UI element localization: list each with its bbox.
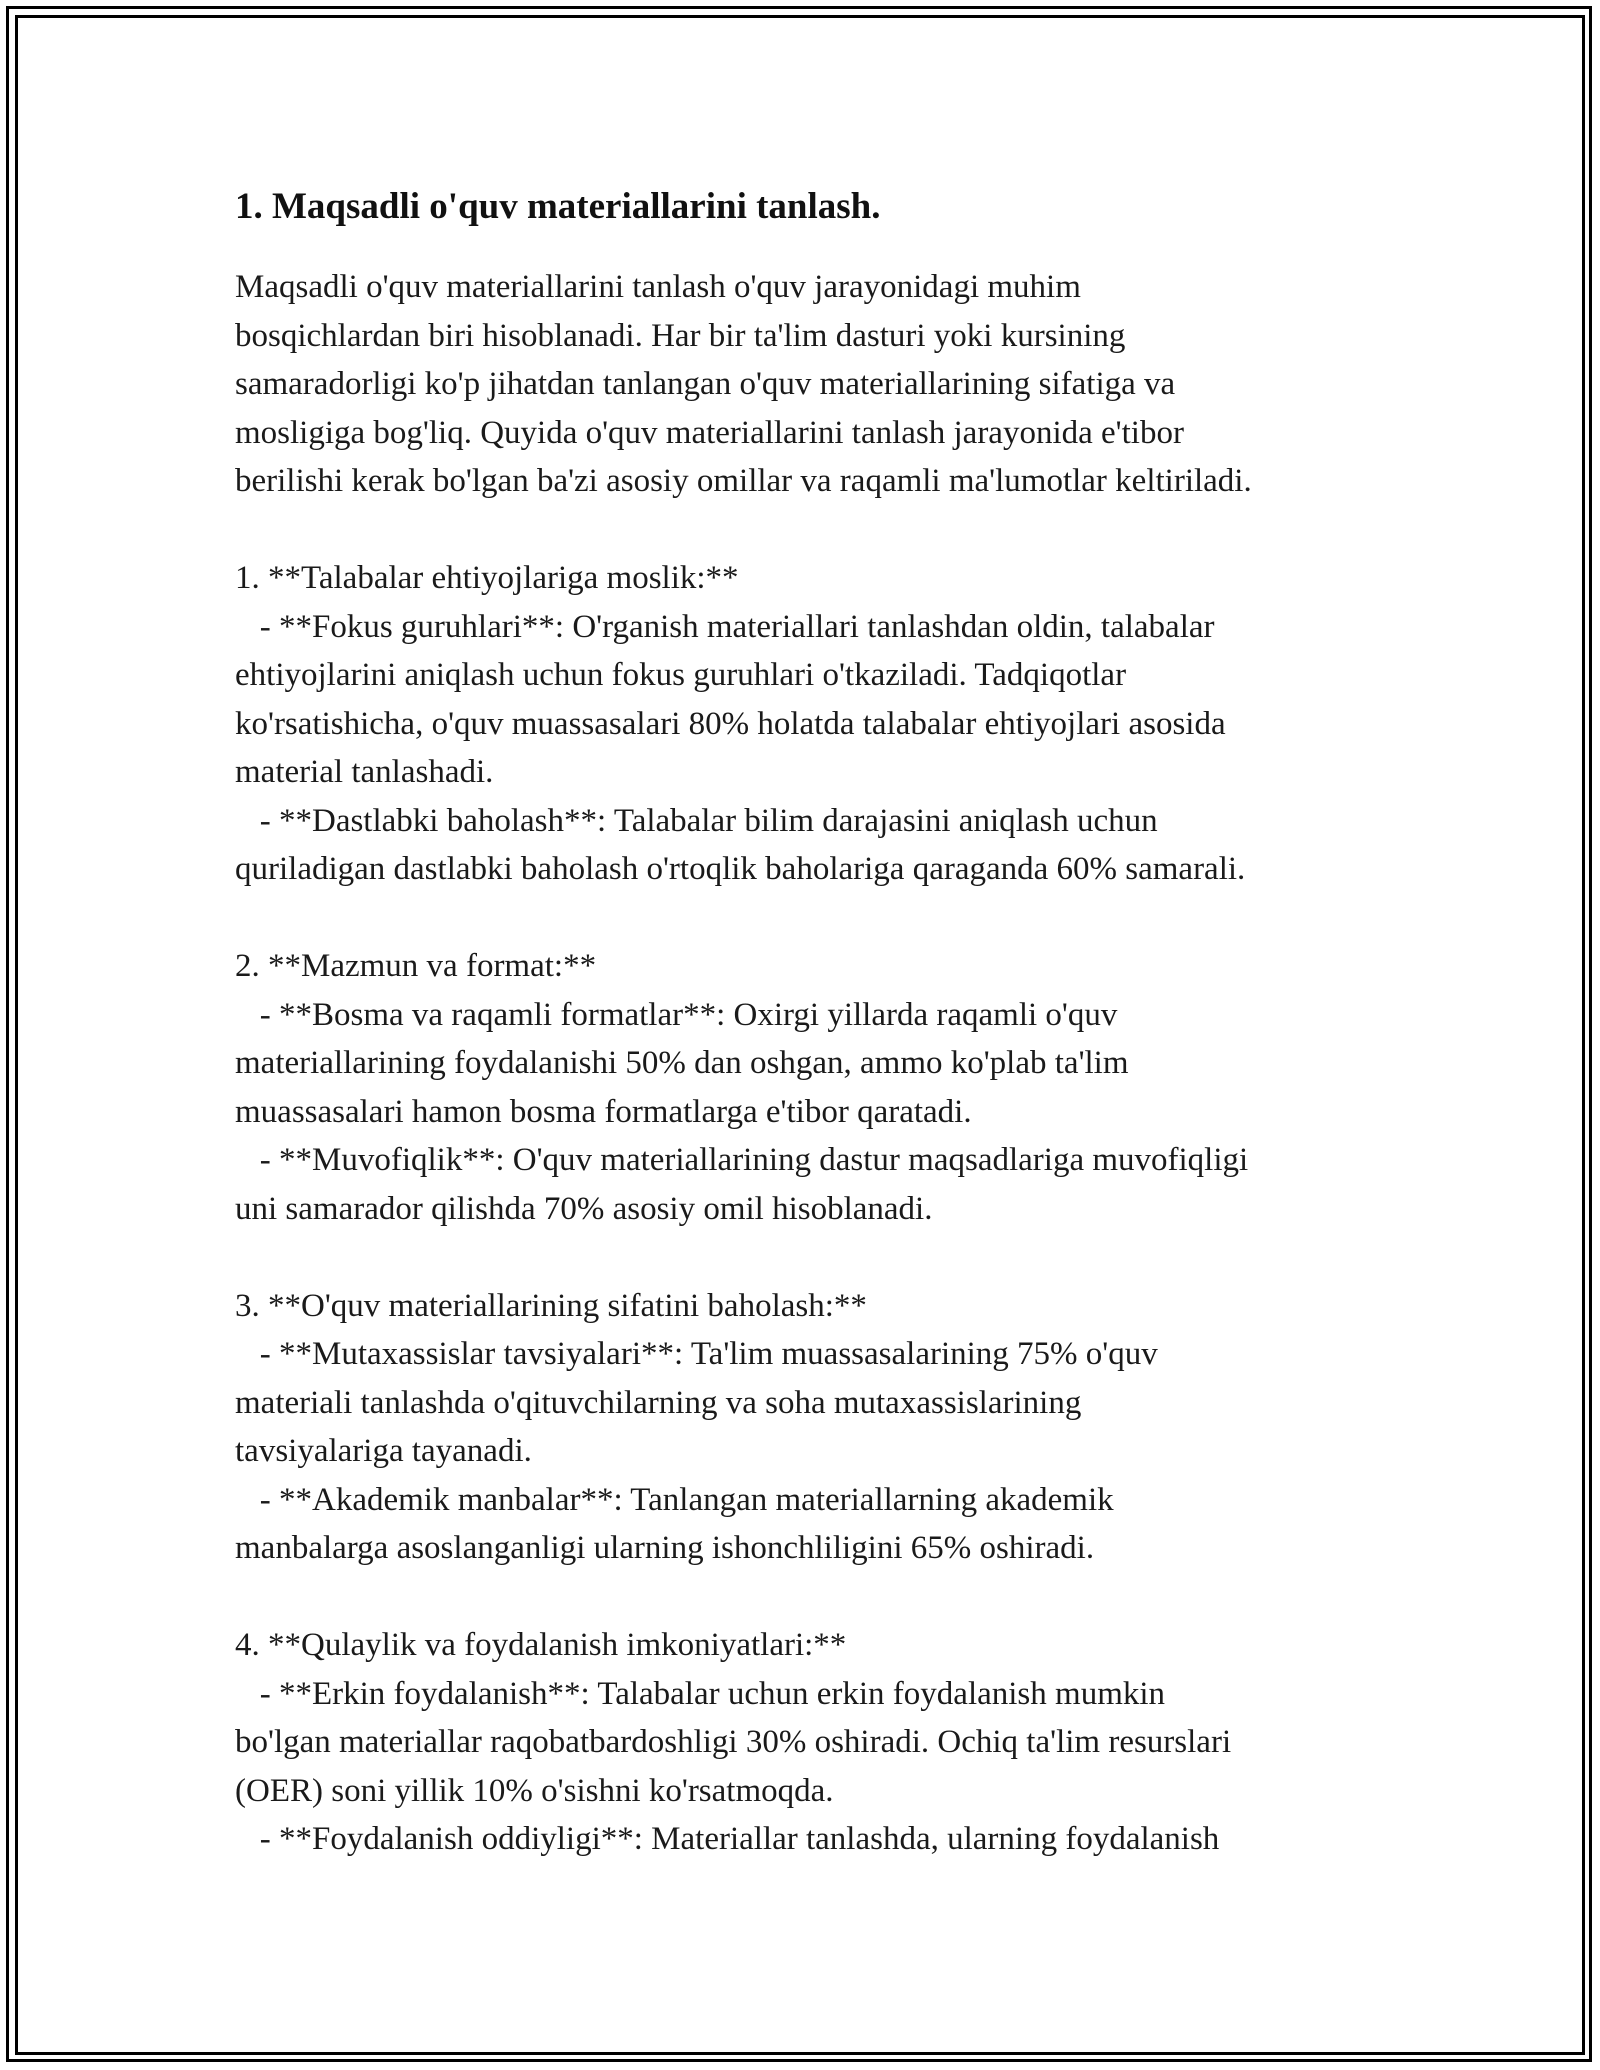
document-page: [235, 185, 1385, 1864]
document-body: Maqsadli o'quv materiallarini tanlash o'quv jarayonidagi muhim bosqichlardan biri hisoblanadi. Har bir ta'lim dasturi yoki kursining samaradorligi ko'p jihatdan tanlangan o'quv materiallarining sifatiga va mosligiga bog'liq. Quyida o'quv materiallarini tanlash jarayonida e'tibor berilishi kerak bo'lgan ba'zi asosiy omillar va raqamli ma'lumotlar keltiriladi. 1. **Talabalar ehtiyojlariga moslik:** - **Fokus guruhlari**: O'rganish materiallari tanlashdan oldin, talabalar ehtiyojlarini aniqlash uchun fokus guruhlari o'tkaziladi. Tadqiqotlar ko'rsatishicha, o'quv muassasalari 80% holatda talabalar ehtiyojlari asosida material tanlashadi. - **Dastlabki baholash**: Talabalar bilim darajasini aniqlash uchun quriladigan dastlabki baholash o'rtoqlik baholariga qaraganda 60% samarali. 2. **Mazmun va format:** - **Bosma va raqamli formatlar**: Oxirgi yillarda raqamli o'quv materiallarining foydalanishi 50% dan oshgan, ammo ko'plab ta'lim muassasalari hamon bosma formatlarga e'tibor qaratadi. - **Muvofiqlik**: O'quv materiallarining dastur maqsadlariga muvofiqligi uni samarador qilishda 70% asosiy omil hisoblanadi. 3. **O'quv materiallarining sifatini baholash:** - **Mutaxassislar tavsiyalari**: Ta'lim muassasalarining 75% o'quv materiali tanlashda o'qituvchilarning va soha mutaxassislarining tavsiyalariga tayanadi. - **Akademik manbalar**: Tanlangan materiallarning akademik manbalarga asoslanganligi ularning ishonchliligini 65% oshiradi. 4. **Qulaylik va foydalanish imkoniyatlari:** - **Erkin foydalanish**: Talabalar uchun erkin foydalanish mumkin bo'lgan materiallar raqobatbardoshligi 30% oshiradi. Ochiq ta'lim resurslari (OER) soni yillik 10% o'sishni ko'rsatmoqda. - **Foydalanish oddiyligi**: Materiallar tanlashda, ularning foydalanish: [235, 269, 1252, 1858]
document-title: 1. Maqsadli o'quv materiallarini tanlash.: [235, 186, 881, 227]
